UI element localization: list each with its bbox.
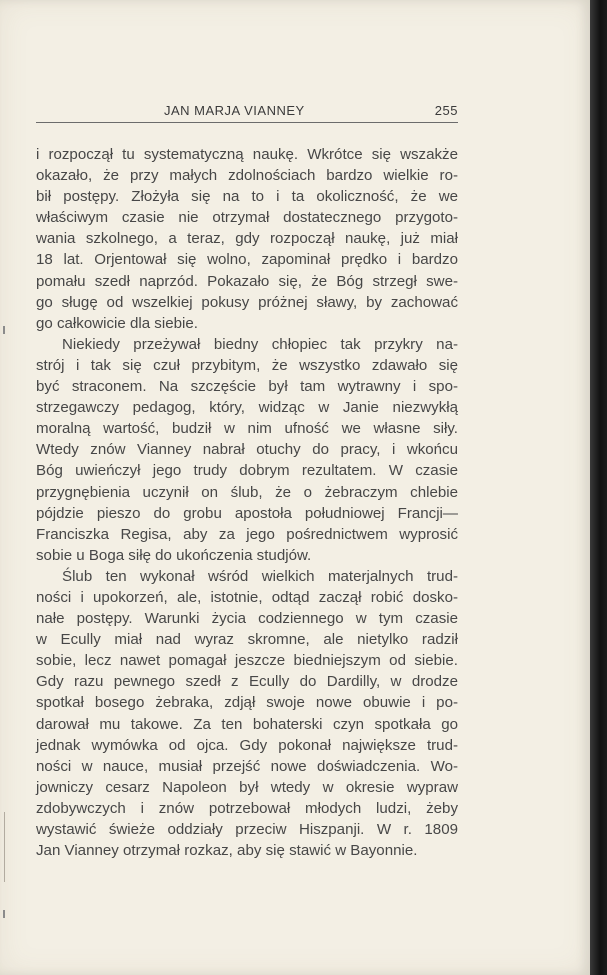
text-line: go całkowicie dla siebie.	[36, 314, 198, 332]
text-line: Niekiedy przeżywał biedny chłopiec tak przykry na-	[62, 335, 458, 353]
text-line: pójdzie pieszo do grobu apostoła południowej Francji—	[36, 504, 458, 522]
text-line: właściwym czasie nie otrzymał dostatecznego przygoto-	[36, 209, 458, 227]
text-line: jednak wymówka od ojca. Gdy pokonał największe trud-	[36, 736, 458, 754]
text-line: Wtedy znów Vianney nabrał otuchy do pracy, i wkońcu	[36, 441, 458, 459]
text-line: spotkał bosego żebraka, zdjął swoje nowe obuwie i po-	[36, 694, 458, 712]
text-line: wystawić świeże oddziały przeciw Hiszpanji. W r. 1809	[36, 821, 458, 838]
text-line: strzegawczy pedagog, który, widząc w Janie niezwykłą	[36, 399, 458, 417]
text-line: nałe postępy. Warunki życia codziennego w tym czasie	[36, 610, 458, 628]
text-line: przygnębienia uczynił on ślub, że o żebraczym chlebie	[36, 483, 458, 501]
text-line: Jan Vianney otrzymał rozkaz, aby się stawić w Bayonnie.	[36, 842, 418, 860]
text-line: bił postępy. Złożyła się na to i ta okoliczność, że we	[36, 188, 458, 206]
text-line: być straconem. Na szczęście był tam wytrawny i spo-	[36, 378, 458, 396]
text-line: wania szkolnego, a teraz, gdy rozpoczął naukę, już miał	[36, 230, 458, 248]
text-line: Ślub ten wykonał wśród wielkich materjalnych trud-	[62, 567, 458, 585]
text-line: sobie, lecz nawet pomagał jeszcze biedniejszym od siebie.	[36, 652, 458, 670]
text-line: darował mu takowe. Za ten bohaterski czyn spotkała go	[36, 715, 458, 733]
scan-margin-mark	[4, 812, 5, 882]
text-line: w Ecully miał nad wyraz skromne, ale nietylko radził	[36, 631, 458, 649]
body-text	[36, 144, 458, 861]
text-line: moralną wartość, budził w nim ufność we własne siły.	[36, 420, 458, 438]
text-line: 18 lat. Orjentował się wolno, zapominał prędko i bardzo	[36, 251, 458, 269]
text-line: i rozpoczął tu systematyczną naukę. Wkrótce się wszakże	[36, 146, 458, 163]
text-line: okazało, że przy małych zdolnościach bardzo wielkie ro-	[36, 167, 458, 185]
text-line: jowniczy cesarz Napoleon był wtedy w okresie wypraw	[36, 778, 458, 796]
text-line: strój i tak się czuł przybitym, że wszystko zdawało się	[36, 356, 458, 374]
page-number: 255	[434, 103, 458, 118]
text-line: ności w nauce, musiał przejść nowe doświadczenia. Wo-	[36, 757, 458, 775]
text-line: Franciszka Regisa, aby za jego pośrednictwem wyprosić	[36, 525, 458, 543]
scan-margin-mark	[3, 326, 5, 334]
text-line: Gdy razu pewnego szedł z Ecully do Dardilly, w drodze	[36, 673, 458, 691]
scan-edge	[590, 0, 607, 975]
text-line: zdobywczych i znów potrzebował młodych ludzi, żeby	[36, 799, 458, 817]
text-line: Bóg uwieńczył jego trudy dobrym rezultatem. W czasie	[36, 462, 458, 480]
text-line: sobie u Boga siłę do ukończenia studjów.	[36, 546, 312, 564]
text-line: go sługę od wszelkiej pokusy próżnej sławy, by zachować	[36, 293, 458, 311]
header-rule	[36, 122, 458, 123]
running-title: JAN MARJA VIANNEY	[164, 103, 305, 118]
running-header	[36, 103, 458, 123]
scan-margin-mark	[3, 910, 5, 918]
text-line: ności i upokorzeń, ale, istotnie, odtąd zaczął robić dosko-	[36, 588, 458, 606]
text-line: pomału szedł naprzód. Pokazało się, że Bóg strzegł swe-	[36, 272, 458, 290]
